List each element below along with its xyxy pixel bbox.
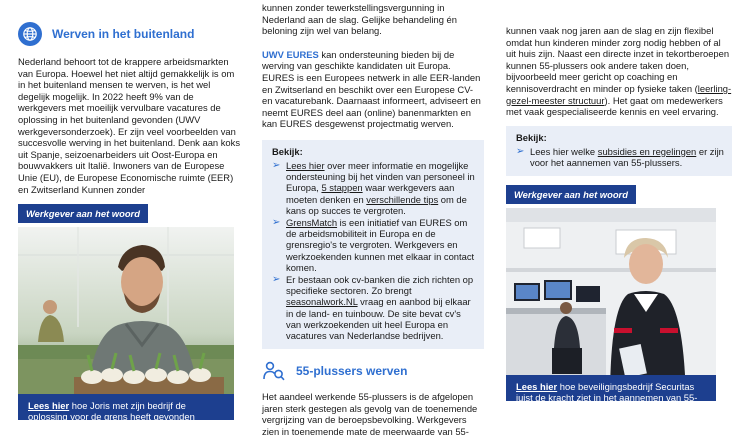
photo-joris (18, 227, 234, 423)
caption-link[interactable]: Lees hier (516, 381, 558, 393)
arrow-right-icon: ➢ (516, 145, 525, 157)
office-photo (506, 208, 716, 401)
section-title: Werven in het buitenland (52, 27, 195, 41)
bekijk-box (506, 126, 732, 176)
bekijk-title: Bekijk: (272, 145, 303, 157)
story-label: Werkgever aan het woord (18, 204, 240, 223)
lees-hier-link[interactable]: Lees hier (286, 159, 325, 171)
globe-icon (18, 22, 42, 46)
arrow-right-icon: ➢ (272, 159, 281, 171)
photo-caption: Lees hier hoe beveiligingsbedrijf Securitas juist de kracht ziet in het aannemen van 55-plussers (506, 375, 716, 401)
uwv-eures-label: UWV EURES (262, 48, 319, 60)
list-item: ➢ Er bestaan ook cv-banken die zich richten op specifieke sectoren. Zo brengt seasonalwork.NL vraag en aanbod bij elkaar in de land- en tuinbouw. De site bevat cv's van werkzoekenden uit heel Europa en vacatures van Nederlandse bedrijven. (272, 273, 474, 341)
body-text: Nederland behoort tot de krappere arbeidsmarkten van Europa. Hoewel het niet altijd gemakkelijk is om in het buitenland mensen te werven, is het wel degelijk mogelijk. In 2022 heeft 9% van de werkgevers met moeilijk vervulbare vacatures de oplossing in het buitenland gevonden (UWV werkgeversonderzoek). Er zijn veel voorbeelden van succesvolle werving in het buitenland. Denk aan koks uit Spanje, seizoenarbeiders uit Oost-Europa en bouwvakkers uit Italië. Inwoners van de Europese Unie (EU), de Europese Economische ruimte (EER) en Zwitserland Kunnen zonder (18, 56, 241, 195)
photo-securitas (506, 208, 716, 415)
list-item: ➢ Lees hier over meer informatie en mogelijke ondersteuning bij het vinden van personeel in Europa, 5 stappen waar werkgevers aan moeten denken en verschillende tips om de kans op succes te vergroten. (272, 159, 475, 216)
seasonalwork-link[interactable]: seasonalwork.NL (286, 296, 358, 308)
subsidies-link[interactable]: subsidies en regelingen (597, 145, 697, 157)
column-left (18, 0, 241, 423)
arrow-right-icon: ➢ (272, 216, 281, 228)
story-label: Werkgever aan het woord (506, 185, 732, 204)
section-title: 55-plussers werven (296, 364, 408, 379)
section-header-werven-buitenland (18, 22, 240, 46)
tips-link[interactable]: verschillende tips (366, 193, 439, 205)
caption-link[interactable]: Lees hier (28, 400, 70, 412)
person-search-icon (262, 359, 286, 383)
eures-paragraph: UWV EURES kan ondersteuning bieden bij de werving van geschikte kandidaten uit Europa. EURES is een Europees netwerk in alle EER-landen en Zwitserland en beschikt over een Europese CV- en vacaturebank. Daarnaast informeert, adviseert en neemt EURES deel aan (online) banenmarkten en kan EURES desgewenst projectmatig werven. (262, 48, 481, 130)
body-text-55-continued: kunnen vaak nog jaren aan de slag en zijn flexibel omdat hun kinderen minder zorg nodig hebben of al uit huis zijn. Naast een directe inzet in tekortberoepen kunnen 55-plussers ook andere taken doen, bijvoorbeeld meer gericht op coaching en kennisoverdracht en minder op fysieke taken (leerling-gezel-meester structuur). Het gaat om medewerkers met vaak gespecialiseerde kennis en veel ervaring. (506, 25, 732, 118)
column-middle (262, 0, 484, 438)
arrow-right-icon: ➢ (272, 273, 281, 285)
body-text-55: Het aandeel werkende 55-plussers is de afgelopen jaren sterk gestegen als gevolg van de toenemende vergrijzing van de beroepsbevolking. Werkgevers zien in toenemende mate de meerwaarde van 55- (262, 391, 478, 437)
body-text-continued: kunnen zonder tewerkstellingsvergunning in Nederland aan de slag. Gelijke behandeling én beloning zijn wel van belang. (262, 2, 457, 37)
5-stappen-link[interactable]: 5 stappen (321, 182, 363, 194)
list-item: ➢ GrensMatch is een initiatief van EURES om de arbeidsmobiliteit in Europa en de grensregio's te vergroten. Werkgevers en werkzoekenden kunnen met elkaar in contact komen. (272, 216, 475, 273)
greenhouse-photo (18, 227, 234, 420)
leerling-gezel-link[interactable]: leerling-gezel-meester structuur (506, 82, 732, 106)
column-right (506, 0, 732, 415)
photo-caption: Lees hier hoe Joris met zijn bedrijf de oplossing voor de grens heeft gevonden (18, 394, 234, 420)
bekijk-title: Bekijk: (516, 131, 547, 143)
bekijk-box (262, 140, 484, 349)
section-header-55-plussers (262, 359, 484, 383)
grensmatch-link[interactable]: GrensMatch (286, 216, 338, 228)
list-item: ➢ Lees hier welke subsidies en regelingen er zijn voor het aannemen van 55-plussers. (516, 145, 724, 168)
